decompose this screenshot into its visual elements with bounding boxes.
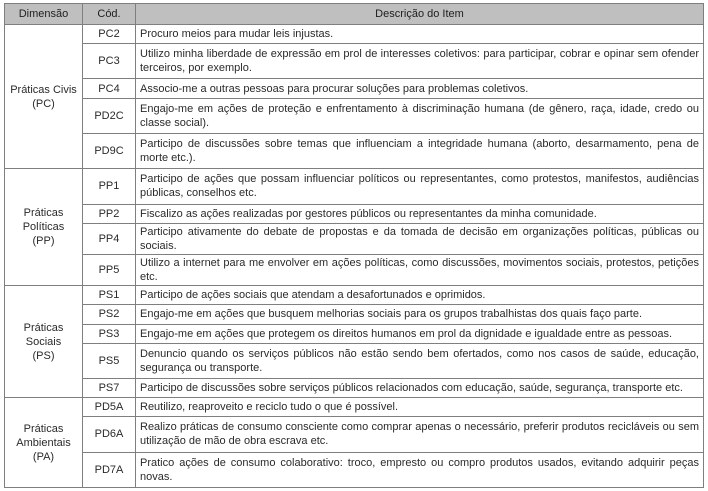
item-code: PS7	[83, 378, 136, 397]
item-description: Participo de discussões sobre temas que influenciam a integridade humana (aborto, desarmamento, pena de morte etc.).	[136, 133, 704, 168]
item-description: Participo de ações sociais que atendam a desafortunados e oprimidos.	[136, 286, 704, 305]
table-row	[5, 133, 704, 168]
dimension-cell	[5, 286, 83, 398]
table-row	[5, 25, 704, 44]
table-row	[5, 452, 704, 487]
item-description: Utilizo a internet para me envolver em ações políticas, como discussões, movimentos sociais, protestos, petições etc.	[136, 254, 704, 285]
dimension-cell	[5, 398, 83, 488]
item-description: Associo-me a outras pessoas para procurar soluções para problemas coletivos.	[136, 79, 704, 98]
item-code: PS3	[83, 324, 136, 343]
table-row	[5, 169, 704, 204]
item-code: PP5	[83, 254, 136, 285]
header-description: Descrição do Item	[136, 4, 704, 25]
table-row	[5, 305, 704, 324]
table-row	[5, 324, 704, 343]
item-code: PS2	[83, 305, 136, 324]
items-table-container	[4, 3, 704, 488]
table-row	[5, 79, 704, 98]
table-row	[5, 223, 704, 254]
item-code: PC4	[83, 79, 136, 98]
item-description: Procuro meios para mudar leis injustas.	[136, 25, 704, 44]
item-description: Participo de ações que possam influenciar políticos ou representantes, como protestos, manifestos, audiências públicas, conselhos etc.	[136, 169, 704, 204]
item-code: PD9C	[83, 133, 136, 168]
dimension-line: Práticas	[23, 422, 64, 435]
table-header-row	[5, 4, 704, 25]
dimension-line: Políticas	[22, 221, 65, 234]
item-code: PC3	[83, 44, 136, 79]
item-code: PD7A	[83, 452, 136, 487]
table-row	[5, 417, 704, 452]
item-code: PD5A	[83, 398, 136, 417]
item-description: Participo ativamente do debate de propostas e da tomada de decisão em organizações políticas, públicas ou sociais.	[136, 223, 704, 254]
item-code: PP1	[83, 169, 136, 204]
table-row	[5, 98, 704, 133]
item-description: Reutilizo, reaproveito e reciclo tudo o que é possível.	[136, 398, 704, 417]
items-table	[4, 3, 704, 488]
dimension-line: (PA)	[32, 450, 55, 463]
item-description: Denuncio quando os serviços públicos não estão sendo bem ofertados, como nos casos de saúde, educação, segurança ou transporte.	[136, 343, 704, 378]
item-code: PC2	[83, 25, 136, 44]
item-code: PP4	[83, 223, 136, 254]
header-code: Cód.	[83, 4, 136, 25]
table-row	[5, 254, 704, 285]
item-description: Utilizo minha liberdade de expressão em prol de interesses coletivos: para participar, cobrar e opinar sem ofender terceiros, por exemplo.	[136, 44, 704, 79]
item-code: PD2C	[83, 98, 136, 133]
dimension-line: (PS)	[32, 349, 55, 362]
dimension-line: (PC)	[32, 97, 55, 110]
item-description: Engajo-me em ações que busquem melhorias sociais para os grupos trabalhistas dos quais faço parte.	[136, 305, 704, 324]
item-description: Engajo-me em ações que protegem os direitos humanos em prol da dignidade e igualdade entre as pessoas.	[136, 324, 704, 343]
item-code: PS1	[83, 286, 136, 305]
table-row	[5, 343, 704, 378]
item-description: Participo de discussões sobre serviços públicos relacionados com educação, saúde, segurança, transporte etc.	[136, 378, 704, 397]
dimension-line: Ambientais	[16, 436, 71, 449]
item-code: PS5	[83, 343, 136, 378]
item-description: Realizo práticas de consumo consciente como comprar apenas o necessário, preferir produtos recicláveis ou sem utilização de mão de obra escrava etc.	[136, 417, 704, 452]
dimension-line: Sociais	[25, 335, 62, 348]
item-code: PP2	[83, 204, 136, 223]
table-row	[5, 398, 704, 417]
item-description: Pratico ações de consumo colaborativo: troco, empresto ou compro produtos usados, evitando adquirir peças novas.	[136, 452, 704, 487]
table-row	[5, 286, 704, 305]
item-description: Engajo-me em ações de proteção e enfrentamento à discriminação humana (de gênero, raça, idade, credo ou classe social).	[136, 98, 704, 133]
dimension-line: Práticas	[23, 207, 64, 220]
table-row	[5, 378, 704, 397]
dimension-line: (PP)	[32, 235, 55, 248]
dimension-line: Práticas Civis	[10, 83, 77, 96]
table-body	[5, 25, 704, 488]
item-code: PD6A	[83, 417, 136, 452]
table-row	[5, 204, 704, 223]
header-dimension: Dimensão	[5, 4, 83, 25]
dimension-line: Práticas	[23, 321, 64, 334]
dimension-cell	[5, 25, 83, 169]
item-description: Fiscalizo as ações realizadas por gestores públicos ou representantes da minha comunidade.	[136, 204, 704, 223]
table-row	[5, 44, 704, 79]
dimension-cell	[5, 169, 83, 286]
